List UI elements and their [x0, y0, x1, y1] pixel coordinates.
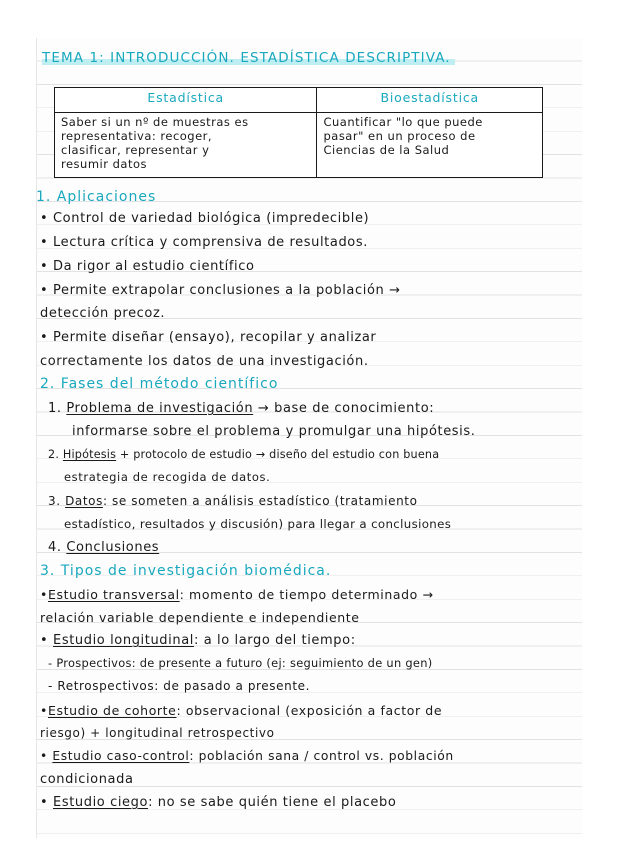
study-type-item	[40, 587, 434, 602]
phase-desc: → base de conocimiento:	[253, 401, 435, 416]
cell-line: Saber si un nº de muestras es	[61, 115, 249, 129]
phase-item	[48, 401, 434, 416]
phase-item	[48, 540, 159, 555]
phase-number: 1.	[48, 401, 62, 416]
section-heading-fases: 2. Fases del método científico	[40, 376, 279, 392]
phase-term: Problema de investigación	[66, 401, 254, 416]
table-cell-estadistica	[55, 113, 317, 178]
study-desc: : población sana / control vs. población	[189, 749, 454, 763]
list-item-continuation: correctamente los datos de una investigación.	[40, 354, 369, 369]
study-type-item	[40, 795, 396, 810]
study-type-continuation: riesgo) + longitudinal retrospectivo	[40, 726, 275, 740]
bullet: •	[40, 749, 48, 763]
cell-line: Ciencias de la Salud	[323, 143, 450, 157]
list-item: • Da rigor al estudio científico	[40, 259, 255, 274]
table-header-bioestadistica: Bioestadística	[317, 88, 543, 113]
table-cell-bioestadistica	[317, 113, 543, 178]
study-type-item	[40, 749, 454, 763]
bullet: •	[40, 587, 48, 602]
study-desc: : momento de tiempo determinado →	[179, 587, 434, 602]
study-term: Estudio ciego	[53, 795, 149, 810]
phase-desc: + protocolo de estudio → diseño del estudio con buena	[116, 448, 440, 461]
study-desc: : no se sabe quién tiene el placebo	[148, 795, 397, 810]
section-heading-aplicaciones: 1. Aplicaciones	[36, 189, 157, 205]
list-item: • Permite diseñar (ensayo), recopilar y analizar	[40, 330, 377, 345]
study-term: Estudio longitudinal	[53, 633, 194, 648]
list-item: • Lectura crítica y comprensiva de resultados.	[40, 235, 368, 250]
phase-term: Hipótesis	[62, 448, 117, 461]
cell-line: Cuantificar "lo que puede	[323, 115, 483, 129]
study-type-item	[40, 633, 356, 648]
phase-desc: : se someten a análisis estadístico (tratamiento	[102, 494, 418, 508]
cell-line: representativa: recoger,	[61, 129, 213, 143]
phase-item-continuation: estrategia de recogida de datos.	[64, 470, 271, 484]
section-heading-tipos: 3. Tipos de investigación biomédica.	[40, 563, 332, 579]
study-subitem: - Retrospectivos: de pasado a presente.	[48, 679, 311, 693]
study-type-item	[40, 703, 442, 718]
cell-line: pasar" en un proceso de	[323, 129, 476, 143]
study-desc: : observacional (exposición a factor de	[176, 703, 443, 718]
comparison-table	[54, 87, 543, 178]
phase-number: 4.	[48, 540, 62, 555]
study-type-continuation: relación variable dependiente e independiente	[40, 610, 360, 625]
phase-item-continuation: estadístico, resultados y discusión) para llegar a conclusiones	[64, 517, 452, 531]
phase-term: Datos	[65, 494, 103, 508]
list-item-continuation: detección precoz.	[40, 306, 166, 321]
phase-number: 3.	[48, 494, 61, 508]
phase-term: Conclusiones	[66, 540, 160, 555]
cell-line: resumir datos	[61, 157, 147, 171]
phase-item-continuation: informarse sobre el problema y promulgar una hipótesis.	[72, 424, 476, 439]
phase-number: 2.	[48, 448, 60, 461]
study-type-continuation: condicionada	[40, 772, 134, 787]
bullet: •	[40, 703, 48, 718]
study-term: Estudio transversal	[47, 587, 180, 602]
table-header-estadistica: Estadística	[55, 88, 317, 113]
study-desc: : a lo largo del tiempo:	[193, 633, 356, 648]
cell-line: clasificar, representar y	[61, 143, 210, 157]
list-item: • Control de variedad biológica (impredecible)	[40, 211, 370, 226]
bullet: •	[40, 795, 49, 810]
bullet: •	[40, 633, 49, 648]
list-item: • Permite extrapolar conclusiones a la población →	[40, 283, 401, 298]
page-title: TEMA 1: INTRODUCCIÓN. ESTADÍSTICA DESCRIPTIVA.	[42, 50, 455, 66]
study-term: Estudio de cohorte	[47, 703, 177, 718]
study-term: Estudio caso-control	[52, 749, 190, 763]
phase-item	[48, 494, 418, 508]
phase-item	[48, 448, 439, 461]
study-subitem: - Prospectivos: de presente a futuro (ej: seguimiento de un gen)	[48, 656, 433, 670]
